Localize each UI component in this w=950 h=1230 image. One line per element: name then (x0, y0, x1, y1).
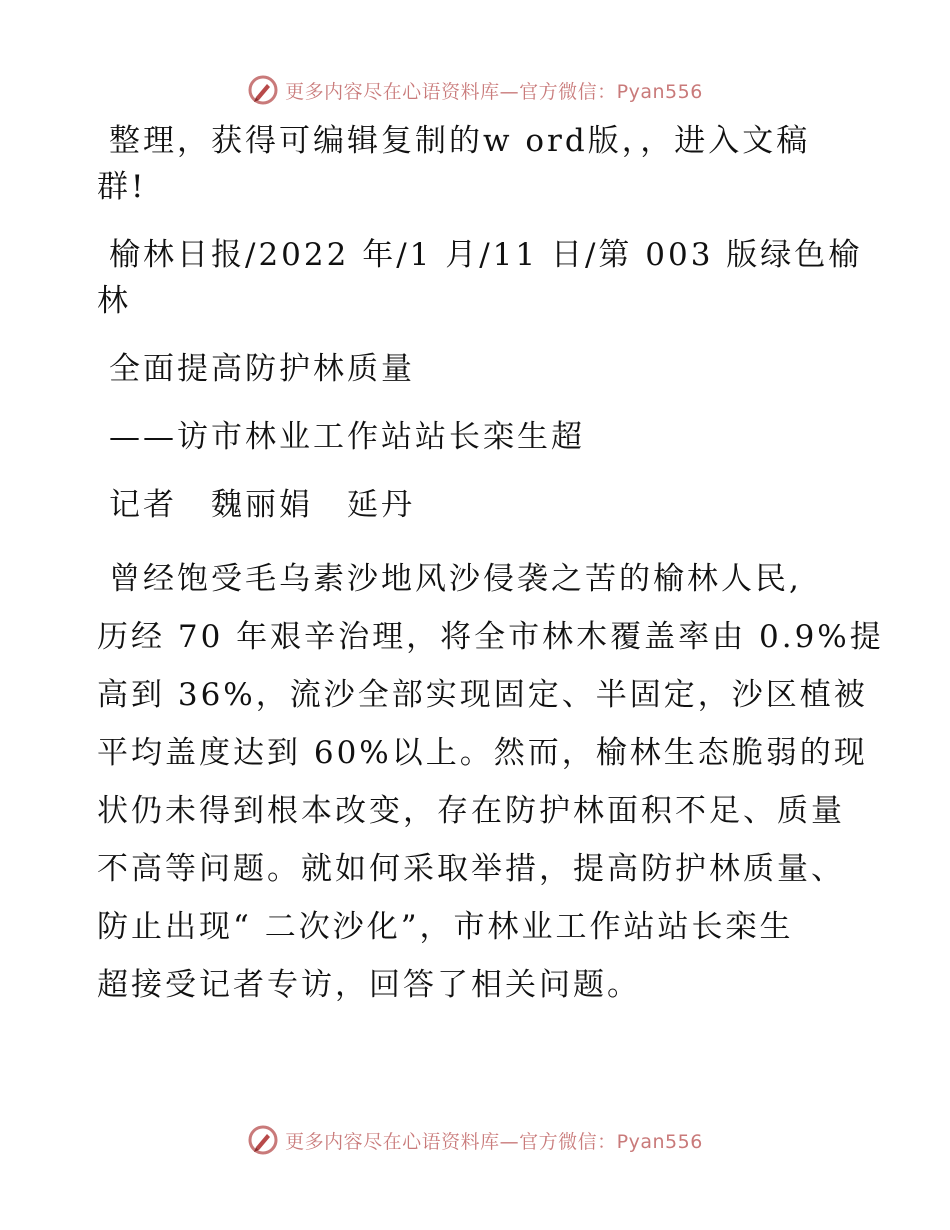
article-paragraph (97, 550, 884, 1014)
byline (97, 482, 857, 528)
article-subtitle (97, 414, 857, 460)
paragraph-line: 曾经饱受毛乌素沙地风沙侵袭之苦的榆林人民, (109, 561, 802, 597)
watermark-header (0, 70, 950, 110)
intro-line: 整理，获得可编辑复制的w ord版，，进入文稿 (109, 123, 811, 159)
paragraph-line: 状仍未得到根本改变，存在防护林面积不足、质量 (97, 793, 845, 829)
intro-note (97, 118, 857, 210)
subtitle-text: ——访市林业工作站站长栾生超 (109, 419, 585, 455)
paragraph-line: 防止出现“ 二次沙化”，市林业工作站站长栾生 (97, 909, 794, 945)
watermark-text: 更多内容尽在心语资料库—官方微信：Pyan556 (285, 1130, 703, 1153)
paragraph-line: 历经 70 年艰辛治理，将全市林木覆盖率由 0.9%提 (97, 619, 884, 655)
source-info (97, 232, 863, 324)
document-body (97, 118, 884, 1036)
paragraph-line: 高到 36%，流沙全部实现固定、半固定，沙区植被 (97, 677, 868, 713)
intro-line: 群! (97, 169, 147, 205)
source-line: 榆林日报/2022 年/1 月/11 日/第 003 版绿色榆 (109, 237, 863, 273)
byline-text: 记者 魏丽娟 延丹 (109, 487, 415, 523)
watermark-text: 更多内容尽在心语资料库—官方微信：Pyan556 (285, 80, 703, 103)
watermark-footer (0, 1120, 950, 1160)
pen-logo-icon (247, 74, 279, 106)
pen-logo-icon (247, 1124, 279, 1156)
title-text: 全面提高防护林质量 (109, 351, 415, 387)
source-line: 林 (97, 283, 131, 319)
paragraph-line: 不高等问题。就如何采取举措，提高防护林质量、 (97, 851, 845, 887)
paragraph-line: 超接受记者专访，回答了相关问题。 (97, 967, 641, 1003)
article-title (97, 346, 857, 392)
paragraph-line: 平均盖度达到 60%以上。然而，榆林生态脆弱的现 (97, 735, 868, 771)
